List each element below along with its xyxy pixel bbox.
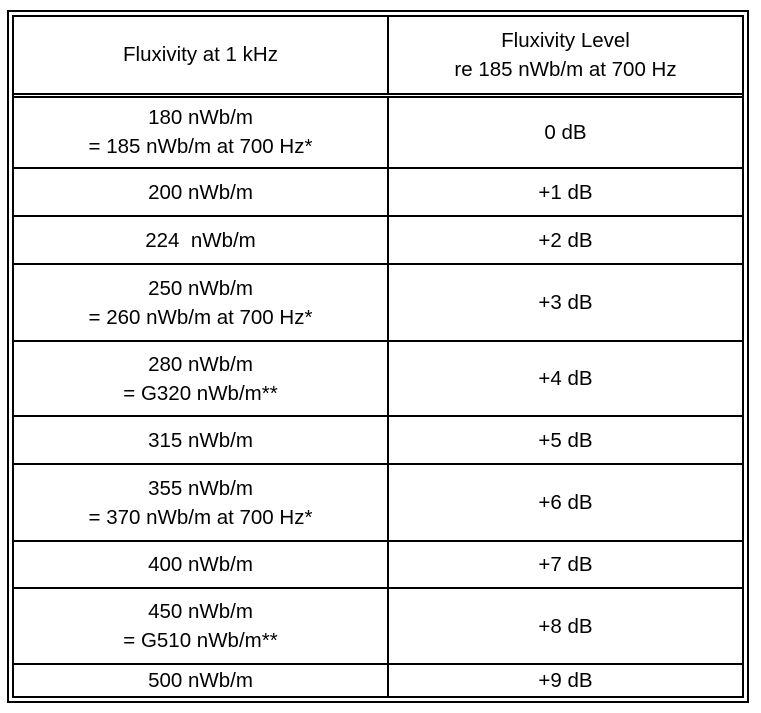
fluxivity-equivalent: = G320 nWb/m** bbox=[123, 381, 278, 405]
fluxivity-cell bbox=[14, 588, 388, 664]
header-col2-line1: Fluxivity Level bbox=[501, 28, 630, 52]
table-header-row bbox=[14, 17, 742, 95]
table-row bbox=[14, 95, 742, 168]
fluxivity-cell bbox=[14, 416, 388, 464]
fluxivity-cell bbox=[14, 541, 388, 588]
fluxivity-cell bbox=[14, 464, 388, 541]
level-cell: +9 dB bbox=[538, 669, 593, 692]
level-cell: 0 dB bbox=[388, 95, 742, 168]
level-cell: +6 dB bbox=[388, 464, 742, 541]
fluxivity-cell bbox=[14, 95, 388, 168]
fluxivity-value: 250 nWb/m bbox=[148, 276, 253, 300]
level-cell: +1 dB bbox=[388, 168, 742, 216]
fluxivity-equivalent: = 260 nWb/m at 700 Hz* bbox=[88, 305, 313, 329]
fluxivity-value: 180 nWb/m bbox=[148, 106, 253, 130]
table-row bbox=[14, 264, 742, 341]
fluxivity-value: 500 nWb/m bbox=[148, 669, 253, 692]
fluxivity-equivalent: = 185 nWb/m at 700 Hz* bbox=[88, 135, 313, 159]
fluxivity-value: 224 nWb/m bbox=[145, 228, 256, 252]
fluxivity-cell bbox=[14, 664, 388, 696]
table-row bbox=[14, 664, 742, 696]
level-cell: +4 dB bbox=[388, 341, 742, 416]
fluxivity-cell bbox=[14, 341, 388, 416]
fluxivity-value: 315 nWb/m bbox=[148, 428, 253, 452]
fluxivity-value: 450 nWb/m bbox=[148, 600, 253, 623]
header-col2-line2: re 185 nWb/m at 700 Hz bbox=[454, 57, 677, 81]
fluxivity-value: 400 nWb/m bbox=[148, 553, 253, 576]
table-row bbox=[14, 168, 742, 216]
fluxivity-cell bbox=[14, 168, 388, 216]
fluxivity-value: 280 nWb/m bbox=[148, 352, 253, 376]
table-row bbox=[14, 464, 742, 541]
table-row bbox=[14, 541, 742, 588]
fluxivity-cell bbox=[14, 264, 388, 341]
header-fluxivity-1khz bbox=[14, 17, 388, 95]
table-row bbox=[14, 588, 742, 664]
table-row bbox=[14, 416, 742, 464]
fluxivity-value: 200 nWb/m bbox=[148, 180, 253, 204]
table-row bbox=[14, 341, 742, 416]
table-row bbox=[14, 216, 742, 264]
fluxivity-equivalent: = G510 nWb/m** bbox=[123, 629, 278, 652]
fluxivity-table bbox=[14, 17, 742, 696]
level-cell: +7 dB bbox=[388, 541, 742, 588]
fluxivity-cell bbox=[14, 216, 388, 264]
level-cell: +3 dB bbox=[388, 264, 742, 341]
fluxivity-equivalent: = 370 nWb/m at 700 Hz* bbox=[88, 505, 313, 529]
fluxivity-table-frame bbox=[7, 10, 749, 703]
header-col1-label: Fluxivity at 1 kHz bbox=[123, 43, 278, 67]
level-cell: +5 dB bbox=[388, 416, 742, 464]
fluxivity-value: 355 nWb/m bbox=[148, 476, 253, 500]
level-cell: +2 dB bbox=[388, 216, 742, 264]
level-cell: +8 dB bbox=[388, 588, 742, 664]
fluxivity-table-inner-frame bbox=[12, 15, 744, 698]
header-fluxivity-level bbox=[388, 17, 742, 95]
